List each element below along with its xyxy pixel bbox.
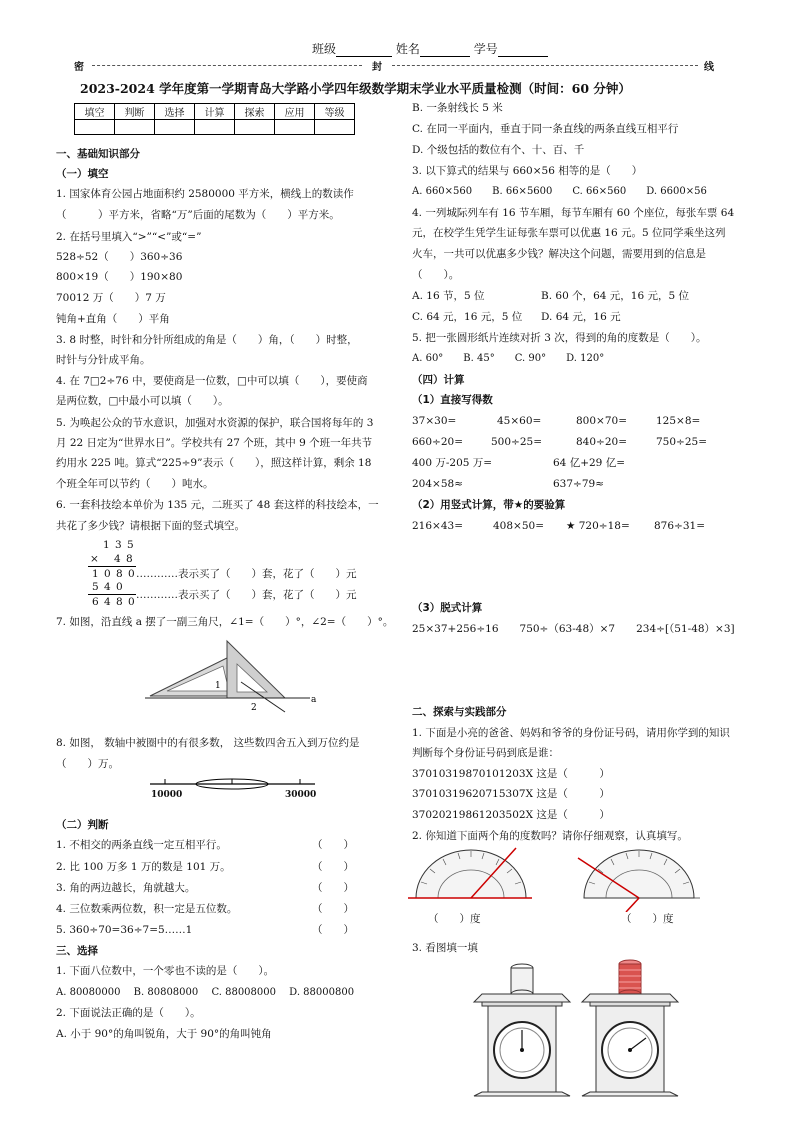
vc-row-4: 5 4 0	[92, 581, 124, 593]
vc-row-1: 1 3 5	[103, 539, 135, 551]
protractor-2-figure	[574, 846, 704, 912]
question-2d: 钝角+直角（ ）平角	[56, 313, 170, 325]
explore-1-line-2: 判断每个身份证号码到底是谁：	[412, 747, 559, 759]
judge-5: 5. 360÷70=36÷7=5……1	[56, 924, 193, 936]
question-4-line-2: 是两位数，□中最小可以填（ ）。	[56, 395, 229, 407]
protractor-2-answer[interactable]: （ ）度	[621, 913, 674, 925]
section-explore: 二、探索与实践部分	[412, 706, 507, 718]
question-2a: 528÷52（ ）360÷36	[56, 251, 183, 263]
question-2c: 70012 万（ ）7 万	[56, 292, 166, 304]
question-5-line-2: 月 22 日定为“世界水日”。学校共有 27 个班，其中 9 个班一年共节	[56, 437, 373, 449]
score-header-choice: 选择	[155, 104, 195, 120]
choice-4-line-3: 火车，一共可以优惠多少钱？解决这个问题，需要用到的信息是	[412, 248, 706, 260]
calc-4-2: 637÷79≈	[553, 478, 604, 490]
question-8-line-1: 8. 如图， 数轴中被圈中的有很多数， 这些数四舍五入到万位约是	[56, 737, 360, 749]
question-1-line-1: 1. 国家体育公园占地面积约 2580000 平方米，横线上的数读作	[56, 188, 354, 200]
judge-2: 2. 比 100 万多 1 万的数是 101 万。	[56, 861, 231, 873]
calc-3-1: 400 万-205 万=	[412, 457, 493, 469]
choice-4-line-2: 元，在校学生凭学生证每张车票可以优惠 16 元。5 位同学乘坐这列	[412, 227, 726, 239]
choice-1: 1. 下面八位数中，一个零也不读的是（ ）。	[56, 965, 275, 977]
subsection-vertical: （2）用竖式计算，带★的要验算	[412, 499, 566, 511]
calc-1-3: 800×70=	[576, 415, 627, 427]
question-7: 7. 如图，沿直线 a 摆了一副三角尺，∠1=（ ）°，∠2=（ ）°。	[56, 616, 394, 628]
line-a-label: a	[311, 695, 317, 705]
choice-4-option-a: A. 16 节，5 位	[412, 290, 485, 302]
protractor-1-figure	[408, 846, 538, 908]
calc-1-1: 37×30=	[412, 415, 457, 427]
question-5-line-3: 约用水 225 吨。算式“225÷9”表示（ ），照这样计算，剩余 18	[56, 457, 372, 469]
vc-row-2: 4 8	[114, 553, 134, 565]
question-2: 2. 在括号里填入“>”“<”或“=”	[56, 231, 202, 243]
score-header-grade: 等级	[315, 104, 355, 120]
choice-4-line-4: （ ）。	[412, 269, 460, 281]
judge-2-answer[interactable]: （ ）	[312, 861, 354, 873]
calc-2-1: 660÷20=	[412, 436, 463, 448]
id-number-1: 37010319870101203X 这是（ ）	[412, 768, 610, 780]
judge-4: 4. 三位数乘两位数，积一定是五位数。	[56, 903, 238, 915]
calc-4-1: 204×58≈	[412, 478, 463, 490]
judge-4-answer[interactable]: （ ）	[312, 903, 354, 915]
score-cell[interactable]	[155, 120, 195, 135]
judge-1-answer[interactable]: （ ）	[312, 839, 354, 851]
choice-2-option-d: D. 个级包括的数位有个、十、百、千	[412, 144, 585, 156]
score-header-explore: 探索	[235, 104, 275, 120]
triangle-rulers-figure	[145, 636, 325, 718]
choice-5-options: A. 60° B. 45° C. 90° D. 120°	[412, 353, 605, 364]
score-header-judge: 判断	[115, 104, 155, 120]
calc-1-4: 125×8=	[656, 415, 701, 427]
choice-2-option-b: B. 一条射线长 5 米	[412, 102, 503, 114]
section-basic: 一、基础知识部分	[56, 148, 140, 160]
explore-1-line-1: 1. 下面是小亮的爸爸、妈妈和爷爷的身份证号码，请用你学到的知识	[412, 727, 730, 739]
choice-1-options: A. 80080000 B. 80808000 C. 88008000 D. 88000800	[56, 987, 355, 998]
class-field[interactable]	[336, 45, 392, 57]
question-8-line-2: （ ）万。	[56, 758, 119, 770]
judge-1: 1. 不相交的两条直线一定互相平行。	[56, 839, 227, 851]
score-table	[74, 103, 355, 135]
subsection-stepwise: （3）脱式计算	[412, 602, 483, 614]
scales-figure	[470, 958, 690, 1106]
class-label: 班级	[312, 42, 337, 56]
page-title: 2023-2024 学年度第一学期青岛大学路小学四年级数学期末学业水平质量检测（时间：60 分钟）	[80, 81, 631, 96]
score-header-fill: 填空	[75, 104, 115, 120]
scale-right	[582, 960, 678, 1096]
id-number-3: 37020219861203502X 这是（ ）	[412, 809, 610, 821]
score-header-apply: 应用	[275, 104, 315, 120]
choice-4-option-b: B. 60 个，64 元，16 元，5 位	[541, 290, 690, 302]
explore-3: 3. 看图填一填	[412, 942, 478, 954]
angle-2-label: 2	[251, 703, 257, 713]
vc-text-1: …………表示买了（ ）套，花了（ ）元	[136, 568, 357, 580]
choice-4-option-d: D. 64 元，16 元	[541, 311, 621, 323]
question-3-line-2: 时针与分针成平角。	[56, 354, 151, 366]
angle-1-label: 1	[215, 681, 221, 691]
question-4-line-1: 4. 在 7□2÷76 中，要使商是一位数，□中可以填（ ），要使商	[56, 375, 368, 387]
calc-2-3: 840÷20=	[576, 436, 627, 448]
id-label: 学号	[473, 42, 498, 56]
calc-1-2: 45×60=	[497, 415, 542, 427]
judge-5-answer[interactable]: （ ）	[312, 924, 354, 936]
student-info-line	[312, 40, 548, 57]
scale-left	[474, 964, 570, 1096]
score-cell[interactable]	[115, 120, 155, 135]
judge-3-answer[interactable]: （ ）	[312, 882, 354, 894]
vertical-1: 216×43=	[412, 520, 463, 532]
vertical-4: 876÷31=	[654, 520, 705, 532]
score-cell[interactable]	[75, 120, 115, 135]
section-choice: 三、选择	[56, 945, 98, 957]
calc-3-2: 64 亿+29 亿=	[553, 457, 625, 469]
score-header-calc: 计算	[195, 104, 235, 120]
subsection-fill: （一）填空	[56, 168, 109, 180]
vc-text-2: …………表示买了（ ）套，花了（ ）元	[136, 589, 357, 601]
vc-row-3: 1 0 8 0	[92, 568, 136, 580]
choice-4-line-1: 4. 一列城际列车有 16 节车厢，每节车厢有 60 个座位，每张车票 64	[412, 207, 735, 219]
choice-5: 5. 把一张圆形纸片连续对折 3 次，得到的角的度数是（ ）。	[412, 332, 707, 344]
score-cell[interactable]	[275, 120, 315, 135]
name-field[interactable]	[420, 45, 470, 57]
score-cell[interactable]	[315, 120, 355, 135]
subsection-oral: （1）直接写得数	[412, 394, 493, 406]
vertical-2: 408×50=	[493, 520, 544, 532]
choice-3-options: A. 660×560 B. 66×5600 C. 66×560 D. 6600×56	[412, 186, 707, 197]
vertical-3: ★ 720÷18=	[566, 520, 630, 532]
question-2b: 800×19（ ）190×80	[56, 271, 183, 283]
seal-mid: 封	[372, 62, 382, 73]
seal-line	[74, 58, 714, 72]
question-5-line-4: 个班全年可以节约（ ）吨水。	[56, 478, 214, 490]
id-field[interactable]	[498, 45, 548, 57]
score-cell[interactable]	[235, 120, 275, 135]
question-1-line-2: （ ）平方米，省略“万”后面的尾数为（ ）平方米。	[56, 209, 340, 221]
choice-3: 3. 以下算式的结果与 660×56 相等的是（ ）	[412, 165, 643, 177]
calc-2-4: 750÷25=	[656, 436, 707, 448]
question-6-line-1: 6. 一套科技绘本单价为 135 元，二班买了 48 套这样的科技绘本，一	[56, 499, 379, 511]
seal-right: 线	[704, 62, 714, 73]
judge-3: 3. 角的两边越长，角就越大。	[56, 882, 196, 894]
choice-2: 2. 下面说法正确的是（ ）。	[56, 1007, 201, 1019]
id-number-2: 37010319620715307X 这是（ ）	[412, 788, 610, 800]
section-calc: （四）计算	[412, 374, 465, 386]
score-cell[interactable]	[195, 120, 235, 135]
calc-2-2: 500÷25=	[491, 436, 542, 448]
question-5-line-1: 5. 为唤起公众的节水意识，加强对水资源的保护，联合国将每年的 3	[56, 417, 374, 429]
choice-2-option-c: C. 在同一平面内，垂直于同一条直线的两条直线互相平行	[412, 123, 679, 135]
number-line-right: 30000	[285, 790, 317, 800]
protractor-1-answer[interactable]: （ ）度	[428, 913, 481, 925]
seal-dash-1	[92, 65, 362, 66]
number-line-left: 10000	[151, 790, 183, 800]
vc-times: ×	[90, 553, 99, 565]
choice-4-option-c: C. 64 元，16 元，5 位	[412, 311, 523, 323]
question-3-line-1: 3. 8 时整，时针和分针所组成的角是（ ）角，（ ）时整，	[56, 334, 358, 346]
subsection-judge: （二）判断	[56, 819, 109, 831]
seal-dash-2	[392, 65, 698, 66]
explore-2: 2. 你知道下面两个角的度数吗？请你仔细观察，认真填写。	[412, 830, 688, 842]
seal-left: 密	[74, 62, 84, 73]
vc-row-5: 6 4 8 0	[92, 596, 136, 608]
number-line	[150, 772, 320, 806]
name-label: 姓名	[395, 42, 420, 56]
question-6-line-2: 共花了多少钱？请根据下面的竖式填空。	[56, 520, 245, 532]
stepwise-problems: 25×37+256÷16 750÷（63-48）×7 234÷[（51-48）×3]	[412, 623, 735, 635]
choice-2-option-a: A. 小于 90°的角叫锐角，大于 90°的角叫钝角	[56, 1028, 272, 1040]
